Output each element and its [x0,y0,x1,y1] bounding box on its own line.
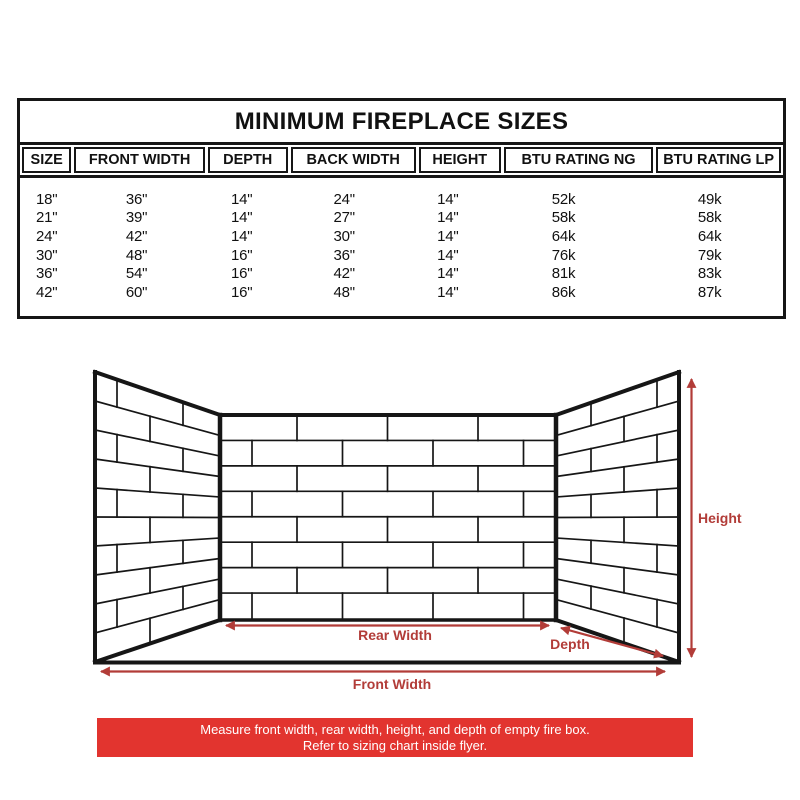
table-cell: 64k [697,227,722,245]
column-header-depth: DEPTH [208,147,288,173]
table-cell: 42" [35,283,58,301]
table-cell: 14" [231,209,253,227]
table-cell: 58k [551,209,576,227]
column-header-size: SIZE [22,147,71,173]
table-cell: 36" [333,246,355,264]
column-header-back-width: BACK WIDTH [291,147,416,173]
table-cell: 14" [231,227,253,245]
table-cell: 30" [333,227,355,245]
table-title: MINIMUM FIREPLACE SIZES [20,101,783,145]
table-cell: 42" [333,265,355,283]
table-cell: 48" [125,246,148,264]
table-cell: 14" [437,246,459,264]
table-cell: 60" [125,283,148,301]
table-cell: 86k [551,283,576,301]
table-cell: 58k [697,209,722,227]
column-header-btu-rating-lp: BTU RATING LP [656,147,781,173]
table-cell: 27" [333,209,355,227]
table-cell: 64k [551,227,576,245]
table-cell: 52k [551,190,576,208]
table-cell: 87k [697,283,722,301]
table-cell: 18" [35,190,58,208]
table-cell: 16" [231,265,253,283]
table-cell: 14" [437,265,459,283]
banner-line-1: Measure front width, rear width, height, and depth of empty fire box. [200,721,590,737]
front-width-label: Front Width [352,676,432,692]
table-cell: 54" [125,265,148,283]
table-cell: 81k [551,265,576,283]
table-cell: 24" [333,190,355,208]
table-cell: 83k [697,265,722,283]
table-cell: 30" [35,246,58,264]
table-cell: 36" [125,190,148,208]
table-cell: 39" [125,209,148,227]
firebox-walls [95,372,679,663]
table-cell: 42" [125,227,148,245]
column-header-front-width: FRONT WIDTH [74,147,205,173]
table-cell: 21" [35,209,58,227]
column-header-height: HEIGHT [419,147,501,173]
table-cell: 14" [437,227,459,245]
table-cell: 16" [231,246,253,264]
instruction-banner [97,718,693,757]
table-cell: 14" [437,283,459,301]
column-header-btu-rating-ng: BTU RATING NG [504,147,654,173]
banner-line-2: Refer to sizing chart inside flyer. [302,737,488,753]
table-cell: 79k [697,246,722,264]
rear-width-label: Rear Width [358,627,432,643]
table-cell: 36" [35,265,58,283]
depth-label: Depth [550,636,590,652]
table-cell: 49k [697,190,722,208]
table-cell: 76k [551,246,576,264]
table-cell: 16" [231,283,253,301]
table-cell: 14" [437,209,459,227]
table-cell: 24" [35,227,58,245]
height-label: Height [698,510,742,526]
table-cell: 14" [231,190,253,208]
table-cell: 48" [333,283,355,301]
table-cell: 14" [437,190,459,208]
